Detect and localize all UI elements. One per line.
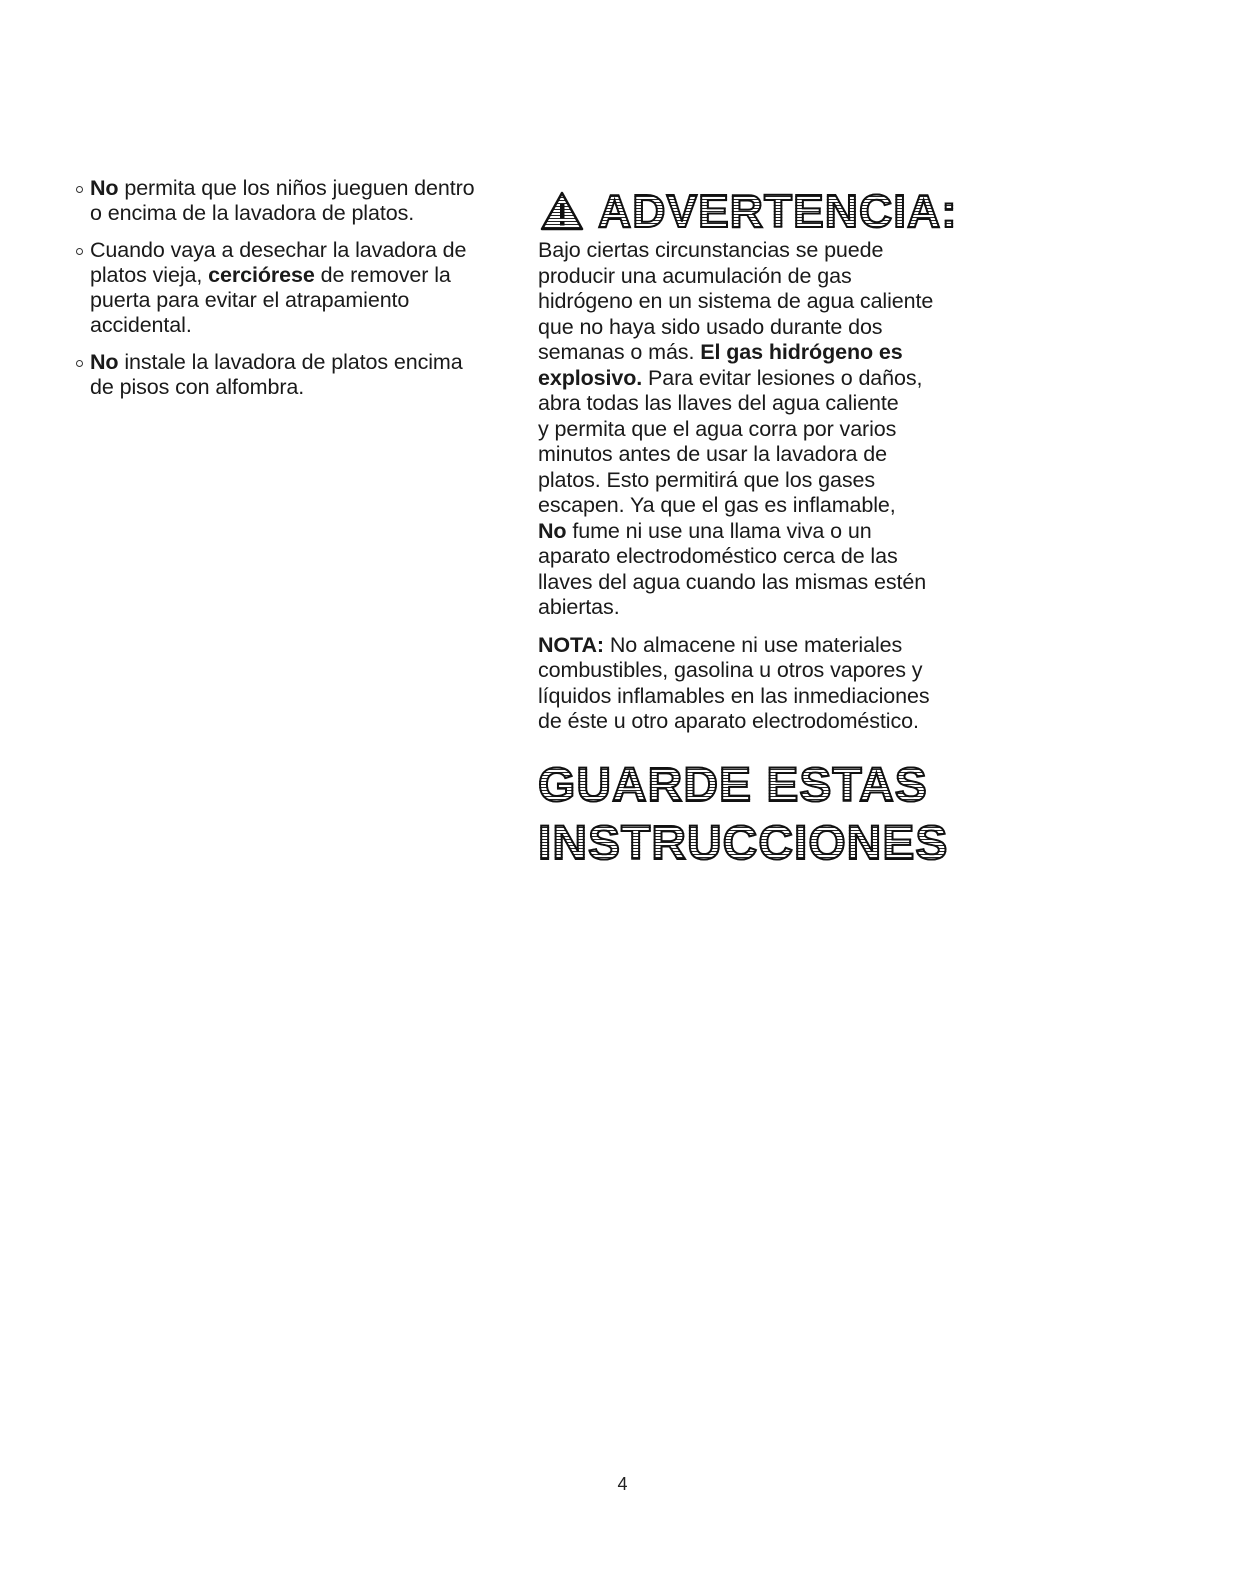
text-run: que no haya sido usado durante dos: [538, 314, 883, 339]
text-line: [538, 417, 978, 443]
bullet-dot-icon: [76, 248, 83, 255]
text-line: [538, 493, 978, 519]
safety-bullet-list: [76, 176, 506, 412]
text-line: [538, 315, 978, 341]
text-run: llaves del agua cuando las mismas estén: [538, 569, 927, 594]
save-instructions-heading: [538, 757, 978, 873]
bold-text-run: No: [538, 518, 567, 543]
text-run: combustibles, gasolina u otros vapores y: [538, 658, 923, 682]
text-line: [538, 340, 978, 366]
warning-paragraph: [538, 238, 978, 621]
text-line: [90, 350, 506, 375]
safety-bullet: [76, 238, 506, 338]
text-line: [538, 442, 978, 468]
warning-section: [538, 186, 978, 873]
text-line: [538, 595, 978, 621]
warning-heading: [538, 186, 978, 236]
text-run: o encima de la lavadora de platos.: [90, 201, 415, 225]
text-run: semanas o más.: [538, 340, 701, 364]
text-run: Para evitar lesiones o daños,: [642, 365, 923, 390]
bold-text-run: El gas hidrógeno es: [700, 340, 903, 364]
text-run: fume ni use una llama viva o un: [566, 518, 872, 543]
save-heading-line-2: INSTRUCCIONES: [538, 815, 978, 873]
text-run: hidrógeno en un sistema de agua caliente: [538, 289, 934, 313]
bold-text-run: explosivo.: [538, 365, 643, 390]
text-line: [90, 288, 506, 313]
text-line: [538, 519, 978, 545]
text-line: [90, 238, 506, 263]
text-line: [538, 468, 978, 494]
bullet-dot-icon: [76, 360, 83, 367]
text-run: de pisos con alfombra.: [90, 375, 305, 399]
text-run: puerta para evitar el atrapamiento: [90, 288, 410, 312]
text-run: platos. Esto permitirá que los gases: [538, 467, 875, 492]
bold-text-run: No: [90, 350, 119, 374]
text-run: No almacene ni use materiales: [603, 632, 903, 657]
save-heading-line-1: GUARDE ESTAS: [538, 757, 978, 815]
text-line: [538, 544, 978, 570]
note-paragraph: [538, 633, 978, 735]
text-run: producir una acumulación de gas: [538, 263, 852, 288]
text-run: platos vieja,: [90, 263, 209, 287]
text-run: permita que los niños jueguen dentro: [118, 176, 475, 200]
text-line: [538, 289, 978, 315]
text-line: [90, 263, 506, 288]
text-run: de remover la: [314, 263, 451, 287]
warning-title: ADVERTENCIA:: [598, 185, 958, 237]
text-line: [90, 176, 506, 201]
text-run: de éste u otro aparato electrodoméstico.: [538, 709, 919, 733]
text-run: minutos antes de usar la lavadora de: [538, 442, 887, 466]
safety-bullet: [76, 176, 506, 226]
text-run: líquidos inflamables en las inmediaciones: [538, 683, 930, 708]
bold-text-run: No: [90, 176, 119, 200]
text-line: [538, 391, 978, 417]
text-run: aparato electrodoméstico cerca de las: [538, 544, 898, 568]
warning-body: [538, 238, 978, 735]
text-run: abra todas las llaves del agua caliente: [538, 391, 899, 415]
text-line: [538, 238, 978, 264]
text-line: [90, 313, 506, 338]
text-run: abiertas.: [538, 595, 620, 619]
text-run: Cuando vaya a desechar la lavadora de: [90, 238, 467, 262]
bold-text-run: NOTA:: [538, 632, 604, 657]
safety-bullet: [76, 350, 506, 400]
bullet-dot-icon: [76, 186, 83, 193]
text-line: [538, 570, 978, 596]
text-line: [538, 684, 978, 710]
text-line: [538, 658, 978, 684]
text-line: [90, 201, 506, 226]
text-run: accidental.: [90, 313, 192, 337]
text-run: Bajo ciertas circunstancias se puede: [538, 238, 884, 262]
text-run: y permita que el agua corra por varios: [538, 416, 897, 441]
warning-triangle-icon: [540, 191, 584, 231]
text-line: [538, 366, 978, 392]
text-line: [538, 264, 978, 290]
text-line: [538, 633, 978, 659]
text-run: escapen. Ya que el gas es inflamable,: [538, 493, 896, 517]
text-line: [538, 709, 978, 735]
text-line: [90, 375, 506, 400]
page-number: 4: [617, 1474, 628, 1494]
bold-text-run: cerciórese: [208, 263, 315, 287]
text-run: instale la lavadora de platos encima: [118, 350, 463, 374]
